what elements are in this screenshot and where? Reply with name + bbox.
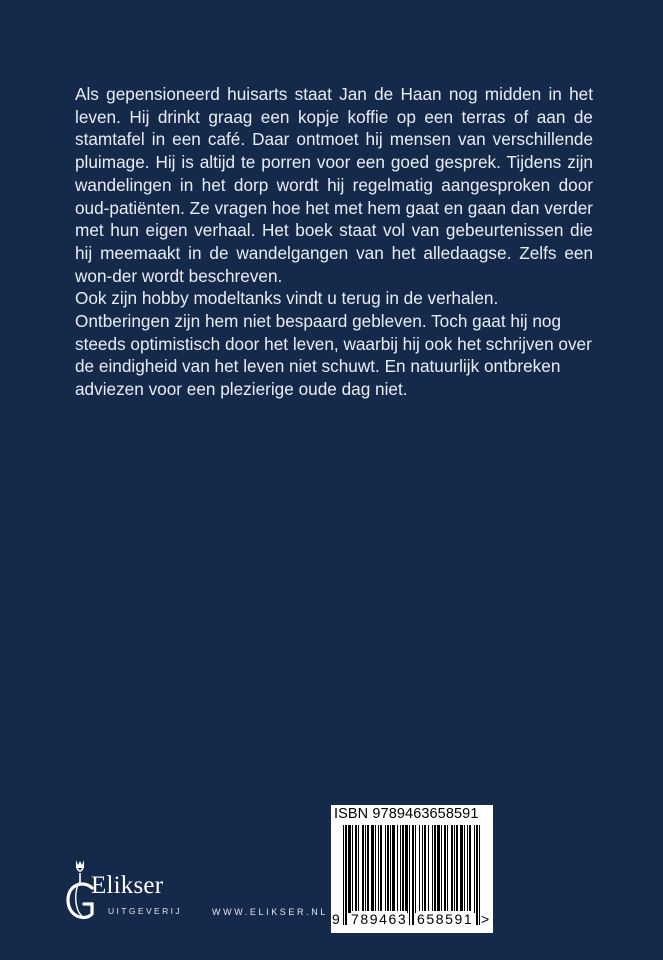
isbn-barcode xyxy=(331,805,493,933)
publisher-name: Elikser xyxy=(91,872,164,899)
barcode-bars xyxy=(343,825,483,925)
barcode-digits-group-2: 658591 xyxy=(417,911,474,927)
barcode-quiet-zone-mark: > xyxy=(481,911,491,927)
publisher-logo xyxy=(62,858,202,928)
back-cover-blurb xyxy=(75,83,593,401)
publisher-subtitle: UITGEVERIJ xyxy=(108,906,183,916)
blurb-paragraph-1: Als gepensioneerd huisarts staat Jan de Haan nog midden in het leven. Hij drinkt graag een kopje koffie op een terras of aan de stamtafel in een café. Daar ontmoet hij mensen van verschillende pluimage. Hij is altijd te porren voor een goed gesprek. Tijdens zijn wandelingen in het dorp wordt hij regelmatig aangesproken door oud-patiënten. Ze vragen hoe het met hem gaat en gaan dan verder met hun eigen verhaal. Het boek staat vol van gebeurtenissen die hij meemaakt in de wandelgangen van het alledaagse. Zelfs een won-der wordt beschreven. xyxy=(75,84,593,286)
blurb-paragraph-2: Ook zijn hobby modeltanks vindt u terug in de verhalen. xyxy=(75,288,499,309)
blurb-paragraph-3: Ontberingen zijn hem niet bespaard gebleven. Toch gaat hij nog steeds optimistisch door het leven, waarbij hij ook het schrijven over de eindigheid van het leven niet schuwt. En natuurlijk ontbreken adviezen voor een plezierige oude dag niet. xyxy=(75,311,592,400)
barcode-digit-first: 9 xyxy=(332,911,342,927)
barcode-digits xyxy=(331,911,493,931)
barcode-digits-group-1: 789463 xyxy=(351,911,408,927)
publisher-website: WWW.ELIKSER.NL xyxy=(212,907,328,917)
isbn-label: ISBN 9789463658591 xyxy=(334,806,479,822)
